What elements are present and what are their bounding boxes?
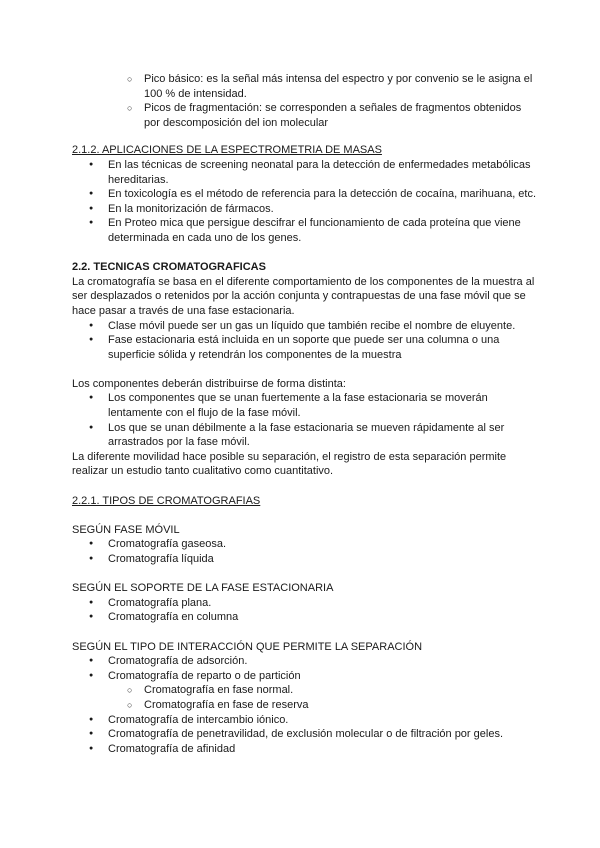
sub-list-item: ○ Cromatografía en fase normal. <box>72 683 540 698</box>
section-heading-aplicaciones: 2.1.2. APLICACIONES DE LA ESPECTROMETRIA DE MASAS <box>72 144 382 157</box>
list-item: ● Cromatografía líquida <box>72 552 540 567</box>
list-item: ● Los que se unan débilmente a la fase estacionaria se mueven rápidamente al ser arrastrados por la fase móvil. <box>72 421 540 450</box>
subheading-interaccion: SEGÚN EL TIPO DE INTERACCIÓN QUE PERMITE LA SEPARACIÓN <box>72 640 423 653</box>
soporte-list <box>72 596 540 625</box>
list-item: ● Cromatografía de afinidad <box>72 742 540 757</box>
list-item: ● En la monitorización de fármacos. <box>72 202 540 217</box>
distribution-list <box>72 391 540 449</box>
list-item: ● Cromatografía plana. <box>72 596 540 611</box>
list-item: ● Clase móvil puede ser un gas un líquido que también recibe el nombre de eluyente. <box>72 319 540 334</box>
list-item-picos-fragmentacion: ○ Picos de fragmentación: se corresponden a señales de fragmentos obtenidos por descomposición del ion molecular <box>72 101 540 130</box>
interaccion-list <box>72 654 540 756</box>
fase-movil-list <box>72 537 540 566</box>
paragraph-distribution-intro: Los componentes deberán distribuirse de forma distinta: <box>72 377 346 390</box>
phases-list <box>72 319 540 363</box>
subheading-fase-movil: SEGÚN FASE MÓVIL <box>72 523 180 536</box>
section-heading-tipos: 2.2.1. TIPOS DE CROMATOGRAFIAS <box>72 494 261 507</box>
paragraph-conclusion: La diferente movilidad hace posible su separación, el registro de esta separación permite realizar un estudio tanto cualitativo como cuantitativo. <box>72 450 507 478</box>
section-heading-tecnicas: 2.2. TECNICAS CROMATOGRAFICAS <box>72 261 266 274</box>
top-sublist <box>72 72 540 130</box>
list-item: ● Cromatografía de adsorción. <box>72 654 540 669</box>
list-item: ● Fase estacionaria está incluida en un soporte que puede ser una columna o una superficie sólida y retendrán los componentes de la muestra <box>72 333 540 362</box>
list-item: ● Los componentes que se unan fuertemente a la fase estacionaria se moverán lentamente con el flujo de la fase móvil. <box>72 391 540 420</box>
list-item: ● Cromatografía de intercambio iónico. <box>72 713 540 728</box>
sub-list-item: ○ Cromatografía en fase de reserva <box>72 698 540 713</box>
aplicaciones-list <box>72 158 540 246</box>
list-item: ● En Proteo mica que persigue descifrar el funcionamiento de cada proteína que viene determinada en cada uno de los genes. <box>72 216 540 245</box>
list-item: ● Cromatografía en columna <box>72 610 540 625</box>
paragraph-intro: La cromatografía se basa en el diferente comportamiento de los componentes de la muestra al ser desplazados o retenidos por la acción conjunta y contrapuestas de una fase móvil que se hace pasar a través de una fase estacionaria. <box>72 275 535 317</box>
list-item: ● En las técnicas de screening neonatal para la detección de enfermedades metabólicas hereditarias. <box>72 158 540 187</box>
list-item: ● Cromatografía de penetravilidad, de exclusión molecular o de filtración por geles. <box>72 727 540 742</box>
list-item: ● Cromatografía gaseosa. <box>72 537 540 552</box>
list-item: ● En toxicología es el método de referencia para la detección de cocaína, marihuana, etc. <box>72 187 540 202</box>
list-item-pico-basico: ○ Pico básico: es la señal más intensa del espectro y por convenio se le asigna el 100 % de intensidad. <box>72 72 540 101</box>
list-item: ● Cromatografía de reparto o de partición <box>72 669 540 684</box>
subheading-soporte: SEGÚN EL SOPORTE DE LA FASE ESTACIONARIA <box>72 582 334 595</box>
